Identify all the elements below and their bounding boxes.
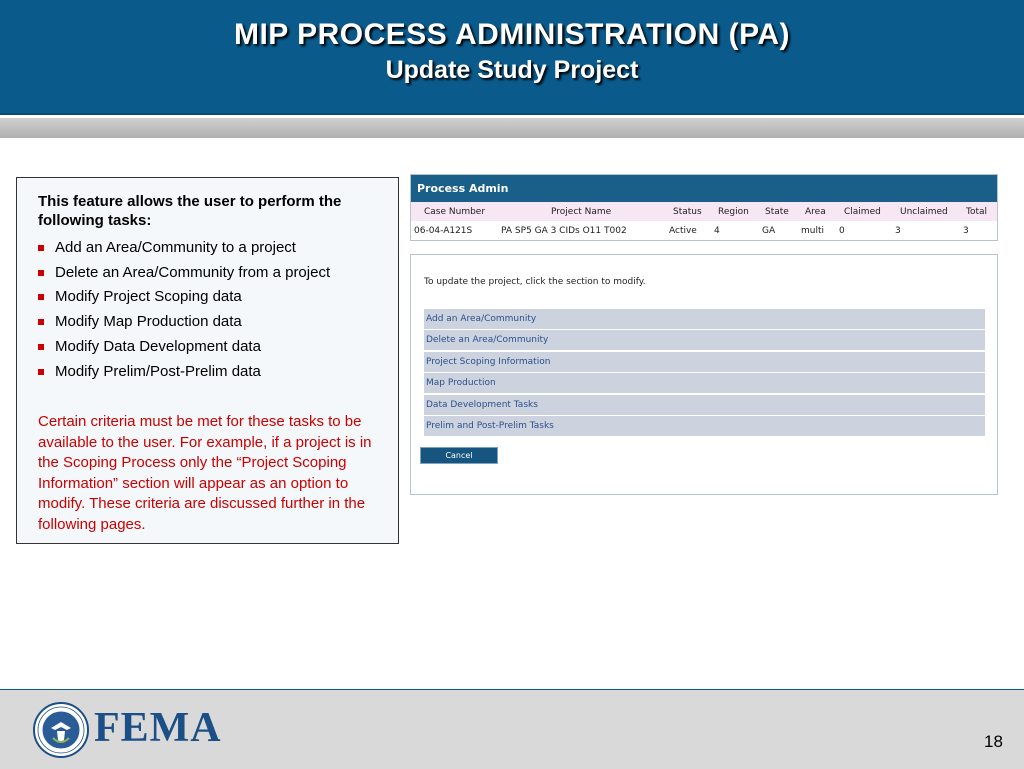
column-header-area: Area bbox=[805, 207, 826, 217]
cell-case-number: 06-04-A121S bbox=[414, 226, 473, 236]
process-admin-title: Process Admin bbox=[411, 175, 997, 202]
criteria-note: Certain criteria must be met for these tasks to be available to the user. For example, if a project is in the Scoping Process only the “Project Scoping Information” section will appear as an option to modify. These criteria are discussed further in the following pages. bbox=[38, 413, 372, 533]
task-item bbox=[38, 285, 384, 310]
slide-subtitle: Update Study Project bbox=[385, 56, 639, 84]
column-header-total: Total bbox=[966, 207, 988, 217]
cell-state: GA bbox=[762, 226, 776, 236]
task-label: Modify Project Scoping data bbox=[55, 288, 242, 306]
slide-title: MIP PROCESS ADMINISTRATION (PA) bbox=[233, 18, 791, 51]
bullet-icon bbox=[38, 270, 44, 276]
column-header-state: State bbox=[765, 207, 789, 217]
task-item bbox=[38, 360, 384, 385]
section-data-development[interactable]: Data Development Tasks bbox=[424, 395, 985, 416]
section-add-area-community[interactable]: Add an Area/Community bbox=[424, 309, 985, 330]
task-item bbox=[38, 310, 384, 335]
header-divider-bar bbox=[0, 118, 1024, 138]
section-map-production[interactable]: Map Production bbox=[424, 373, 985, 394]
cancel-button[interactable]: Cancel bbox=[420, 447, 498, 464]
section-project-scoping[interactable]: Project Scoping Information bbox=[424, 352, 985, 373]
column-header-claimed: Claimed bbox=[844, 207, 881, 217]
column-header-unclaimed: Unclaimed bbox=[900, 207, 948, 217]
cell-claimed: 0 bbox=[839, 226, 845, 236]
slide-header bbox=[0, 0, 1024, 115]
update-project-panel bbox=[410, 254, 998, 495]
task-label: Add an Area/Community to a project bbox=[55, 239, 296, 256]
cell-status: Active bbox=[669, 226, 697, 236]
cell-project-name: PA SP5 GA 3 CIDs O11 T002 bbox=[501, 226, 627, 236]
section-prelim-post-prelim[interactable]: Prelim and Post-Prelim Tasks bbox=[424, 416, 985, 437]
task-list bbox=[38, 236, 384, 384]
process-admin-panel bbox=[410, 174, 998, 241]
bullet-icon bbox=[38, 294, 44, 300]
column-header-case-number: Case Number bbox=[424, 207, 486, 217]
task-label: Delete an Area/Community from a project bbox=[55, 263, 331, 281]
section-delete-area-community[interactable]: Delete an Area/Community bbox=[424, 330, 985, 351]
info-box bbox=[16, 177, 399, 544]
table-header-row bbox=[411, 202, 997, 221]
task-label: Modify Data Development data bbox=[55, 337, 261, 355]
page-number: 18 bbox=[984, 732, 1003, 751]
task-item bbox=[38, 236, 384, 261]
column-header-status: Status bbox=[673, 207, 702, 217]
bullet-icon bbox=[38, 319, 44, 325]
cell-total: 3 bbox=[963, 226, 969, 236]
table-row[interactable] bbox=[411, 221, 997, 240]
info-lead: This feature allows the user to perform the following tasks: bbox=[38, 193, 342, 229]
cell-area: multi bbox=[801, 226, 825, 236]
task-label: Modify Prelim/Post-Prelim data bbox=[55, 362, 261, 380]
slide-footer bbox=[0, 689, 1024, 769]
column-header-project-name: Project Name bbox=[551, 207, 612, 217]
bullet-icon bbox=[38, 344, 44, 350]
cell-region: 4 bbox=[714, 226, 720, 236]
update-instruction: To update the project, click the section to modify. bbox=[424, 277, 646, 287]
cell-unclaimed: 3 bbox=[895, 226, 901, 236]
column-header-region: Region bbox=[718, 207, 749, 217]
task-item bbox=[38, 335, 384, 360]
task-item bbox=[38, 261, 384, 286]
dhs-seal-icon bbox=[33, 702, 89, 758]
task-label: Modify Map Production data bbox=[55, 313, 242, 331]
bullet-icon bbox=[38, 245, 44, 251]
fema-logo-text: FEMA bbox=[94, 705, 222, 751]
bullet-icon bbox=[38, 369, 44, 375]
